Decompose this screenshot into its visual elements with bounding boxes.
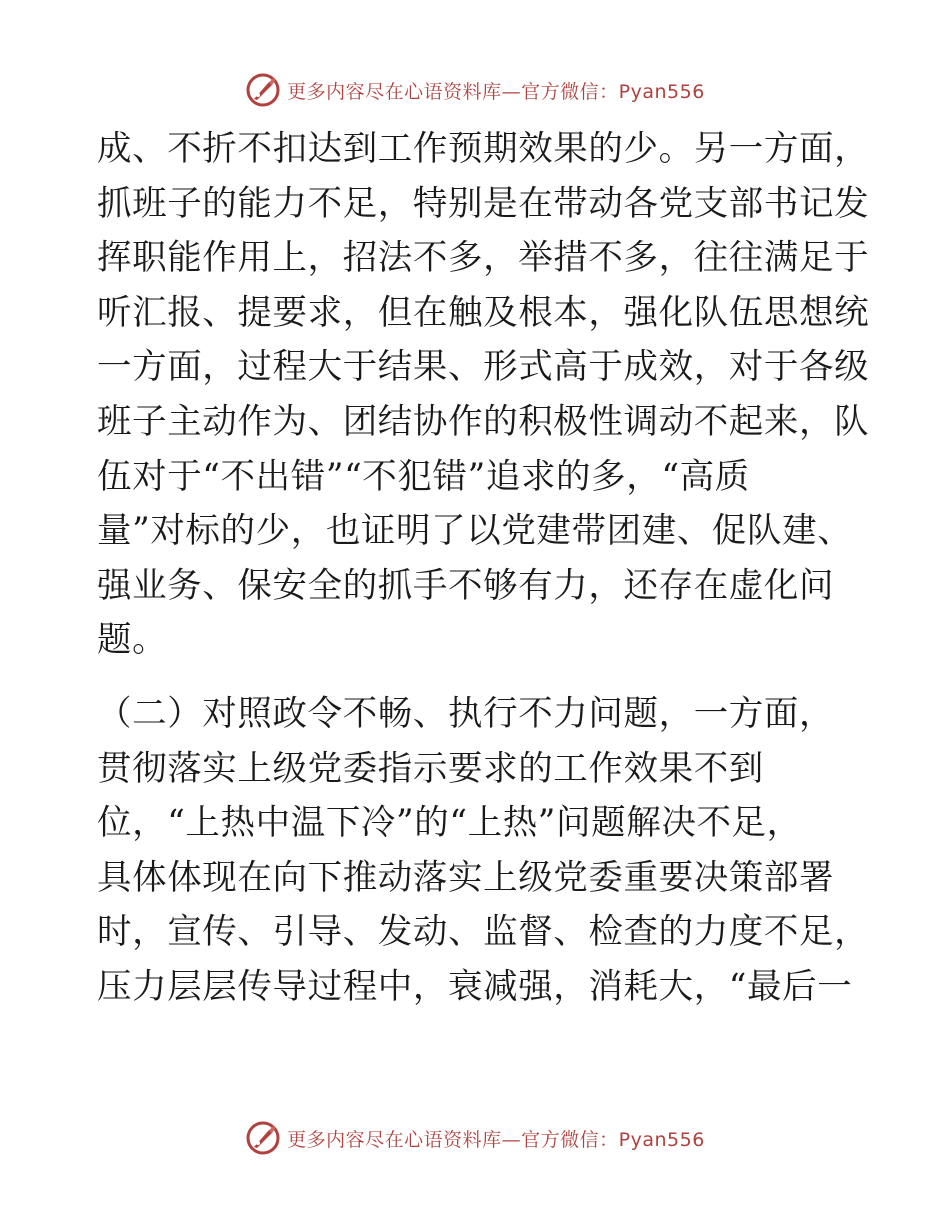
quill-logo-icon — [245, 1120, 281, 1156]
text-line: 量”对标的少，也证明了以党建带团建、促队建、 — [97, 511, 853, 552]
header-banner-text: 更多内容尽在心语资料库—官方微信：Pyan556 — [287, 80, 705, 103]
text-line: 挥职能作用上，招法不多，举措不多，往往满足于 — [97, 238, 870, 279]
paragraph-1 — [97, 122, 870, 668]
text-line: 题。 — [97, 620, 168, 661]
quill-logo-icon — [245, 72, 281, 108]
footer-banner-text: 更多内容尽在心语资料库—官方微信：Pyan556 — [287, 1128, 705, 1151]
text-line: 具体体现在向下推动落实上级党委重要决策部署 — [97, 857, 835, 898]
paragraph-2 — [97, 687, 870, 1015]
footer-banner — [0, 1118, 950, 1158]
text-line: 听汇报、提要求，但在触及根本，强化队伍思想统 — [97, 292, 870, 333]
footer-wechat-id: Pyan556 — [618, 1128, 705, 1151]
text-line: 一方面，过程大于结果、形式高于成效，对于各级 — [97, 347, 870, 388]
text-line: 抓班子的能力不足，特别是在带动各党支部书记发 — [97, 183, 870, 224]
text-line: 成、不折不扣达到工作预期效果的少。另一方面， — [97, 129, 870, 169]
text-line: （二）对照政令不畅、执行不力问题，一方面， — [97, 693, 835, 734]
paragraph-gap — [97, 668, 857, 687]
text-line: 位，“上热中温下冷”的“上热”问题解决不足， — [97, 803, 802, 844]
header-wechat-id: Pyan556 — [618, 80, 705, 103]
text-line: 时，宣传、引导、发动、监督、检查的力度不足， — [97, 912, 870, 953]
text-line: 伍对于“不出错”“不犯错”追求的多，“高质 — [97, 456, 750, 497]
text-line: 班子主动作为、团结协作的积极性调动不起来，队 — [97, 401, 870, 442]
header-banner — [0, 70, 950, 110]
text-line: 贯彻落实上级党委指示要求的工作效果不到 — [97, 748, 764, 789]
text-line: 强业务、保安全的抓手不够有力，还存在虚化问 — [97, 565, 835, 606]
text-line: 压力层层传导过程中，衰减强，消耗大，“最后一 — [97, 966, 853, 1007]
document-body — [97, 122, 870, 1015]
